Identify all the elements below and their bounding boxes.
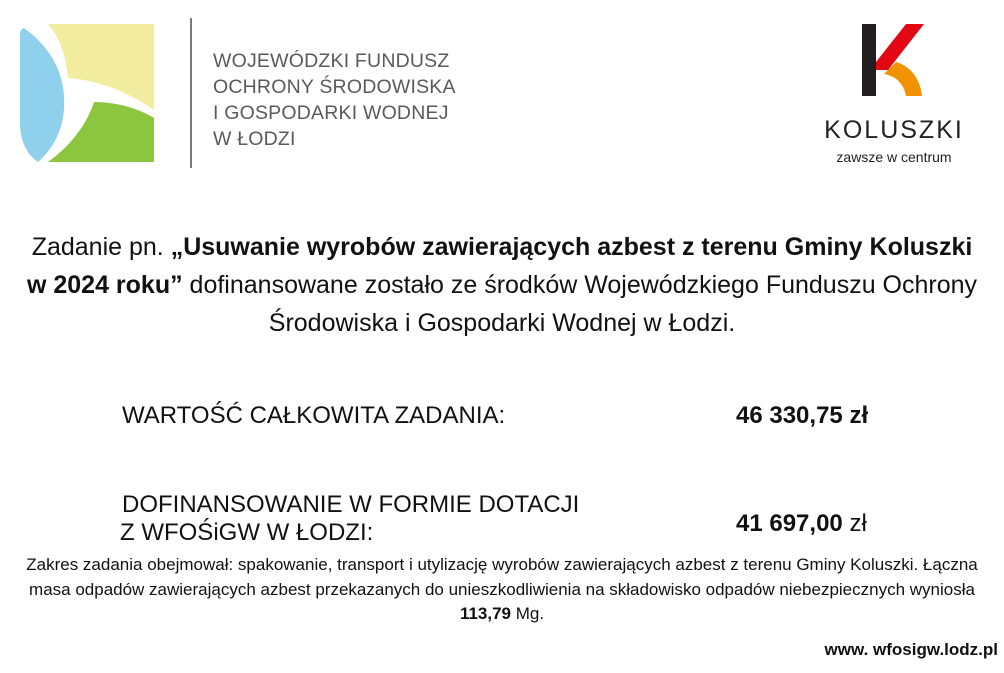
headline-suffix: dofinansowane zostało ze środków Wojewódzkiego Funduszu Ochrony Środowiska i Gospodarki Wodnej w Łodzi. xyxy=(182,271,978,337)
wfos-logo-green-leaf xyxy=(48,102,154,162)
task-scope xyxy=(14,553,990,627)
koluszki-logo xyxy=(862,24,924,96)
scope-text: Zakres zadania obejmował: spakowanie, transport i utylizację wyrobów zawierających azbest z terenu Gminy Koluszki. Łączna masa odpadów zawierających azbest przekazanych do unieszkodliwienia na składowisko odpadów niebezpiecznych wyniosła xyxy=(26,555,978,599)
wfos-name-line: WOJEWÓDZKI FUNDUSZ xyxy=(213,50,450,72)
grant-label xyxy=(122,491,579,547)
wfos-name-line: OCHRONY ŚRODOWISKA xyxy=(213,76,456,98)
wfos-name xyxy=(213,48,456,152)
koluszki-logo-stem xyxy=(862,24,876,96)
total-value-amount: 46 330,75 zł xyxy=(736,402,869,429)
grant-label-line: Z WFOŚiGW W ŁODZI: xyxy=(120,519,374,546)
total-value-label: WARTOŚĆ CAŁKOWITA ZADANIA: xyxy=(122,402,506,429)
wfos-name-line: I GOSPODARKI WODNEJ xyxy=(213,102,449,124)
task-title: „Usuwanie wyrobów zawierających azbest z terenu Gminy Koluszki w 2024 roku” xyxy=(26,233,973,299)
scope-unit: Mg. xyxy=(511,604,545,623)
grant-amount xyxy=(736,510,867,538)
wfos-logo-blue-drop xyxy=(20,28,64,162)
grant-amount-currency: zł xyxy=(842,510,867,537)
headline-prefix: Zadanie pn. xyxy=(31,233,171,261)
grant-label-line: DOFINANSOWANIE W FORMIE DOTACJI xyxy=(122,491,580,518)
wfos-logo xyxy=(18,22,156,164)
task-headline xyxy=(20,228,984,342)
waste-mass: 113,79 xyxy=(459,604,511,623)
logo-divider xyxy=(190,18,192,168)
website-link[interactable]: www. wfosigw.lodz.pl xyxy=(824,640,998,659)
koluszki-name: KOLUSZKI xyxy=(824,116,964,144)
koluszki-logo-red-arm xyxy=(876,24,924,70)
wfos-name-line: W ŁODZI xyxy=(213,128,296,150)
grant-amount-value: 41 697,00 xyxy=(736,510,843,537)
koluszki-tagline: zawsze w centrum xyxy=(836,149,952,165)
